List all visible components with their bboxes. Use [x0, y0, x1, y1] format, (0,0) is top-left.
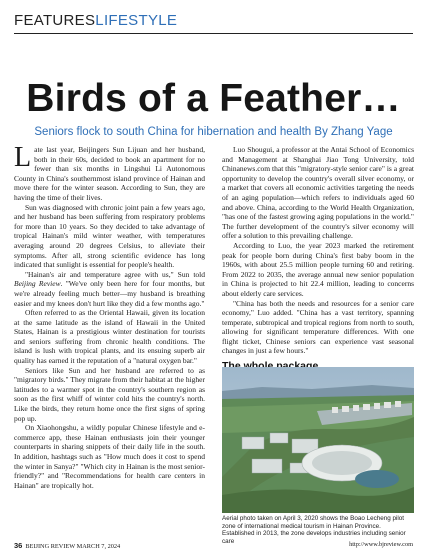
paragraph: "China has both the needs and resources for a senior care economy," Luo added. "China has a vast territory, spanning temperate, subtropical and tropical regions from north to south, allowing for significant temperature differences. With one flight ticket, Chinese seniors can experience vast seasonal changes in just a few hours.": [222, 298, 414, 356]
section-header: [14, 12, 413, 34]
section-sublabel: LIFESTYLE: [95, 12, 178, 29]
paragraph: On Xiaohongshu, a wildly popular Chinese lifestyle and e-commerce app, these Hainan enthusiasts join their younger counterparts in sharing snippets of their daily life in the south. In addition, hashtags such as "How much does it cost to spend the winter in Sanya?" "Which city in Hainan is the most senior-friendly?" and "Recommendations for health care centers in Hainan" are tropically hot.: [14, 423, 205, 490]
page-number: 36: [14, 541, 23, 550]
deck-text: Seniors flock to south China for hibernation and health: [34, 126, 312, 138]
byline: By Zhang Yage: [314, 126, 393, 138]
drop-cap: L: [14, 142, 32, 173]
headline: Birds of a Feather…: [26, 77, 401, 120]
paragraph: Luo Shougui, a professor at the Antai School of Economics and Management at Shanghai Jiao Tong University, told Chinanews.com that this "migratory-style senior care" is a great opportunity to develop the country's overall silver economy, or a market that covers all economic activities targeting the needs of an aging population—which refers to individuals aged 60 and above. China, according to the World Health Organization, "has one of the fastest growing aging populations in the world." The further development of the country's silver economy will offer a solution to this prevailing challenge.: [222, 145, 414, 241]
paragraph: Seniors like Sun and her husband are referred to as "migratory birds." They migrate from their habitat at the higher latitudes to a warmer spot in the country's southern region as soon as the first whiff of winter cold hits the country's north. Like the birds, they return home once the first signs of spring pop up.: [14, 365, 205, 423]
photo-caption: Aerial photo taken on April 3, 2020 shows the Boao Lecheng pilot zone of international medical tourism in Hainan Province. Established in 2013, the zone develops industries including senior care: [222, 515, 406, 546]
paragraph: According to Luo, the year 2023 marked the retirement peak for people born during China's first baby boom in the 1960s, with about 25.5 million people turning 60 and retiring. From 2022 to 2035, the average annual new senior population in China is projected to hit 22.4 million, leading to concerns about elderly care services.: [222, 240, 414, 298]
paragraph: "Hainan's air and temperature agree with us," Sun told Beijing Review. "We've only been here for four months, but we're already feeling much better—my husband is breathing easier and my knees don't hurt like they did a few months ago.": [14, 269, 205, 308]
aerial-photo: [222, 367, 414, 513]
publication-name: Beijing Review: [14, 279, 61, 289]
section-label: FEATURES: [14, 12, 96, 29]
paragraph: Sun was diagnosed with chronic joint pain a few years ago, and her husband has been suffering from respiratory problems for more than 10 years. So they decided to take advantage of tropical Hainan's mild winter weather, with temperatures averaging around 20 degrees Celsius, to alleviate their symptoms. After all, strong scientific evidence has long indicated that sunlight is essential for people's health.: [14, 202, 205, 270]
deck: [0, 125, 427, 139]
aerial-photo-illustration: [222, 367, 414, 513]
folio-left: [14, 541, 120, 550]
paragraph: Late last year, Beijingers Sun Lijuan and her husband, both in their 60s, decided to book an apartment for no fewer than six months in Lingshui Li Autonomous County in China's southernmost island province of Hainan and move there for the winter season. According to Sun, they are having the time of their lives.: [14, 142, 205, 202]
folio-url[interactable]: http://www.bjreview.com: [349, 541, 413, 548]
paragraph: Often referred to as the Oriental Hawaii, given its location at the same latitude as the island of Hawaii in the United States, Hainan is a prestigious winter destination for tourists and seniors suffering from chronic health conditions. The island is lush with tropical plants, and its ensuing superb air quality has earned it the reputation of a "natural oxygen bar.": [14, 308, 205, 366]
issue-line: BEIJING REVIEW MARCH 7, 2024: [25, 543, 121, 550]
article-column-1: [14, 142, 205, 490]
